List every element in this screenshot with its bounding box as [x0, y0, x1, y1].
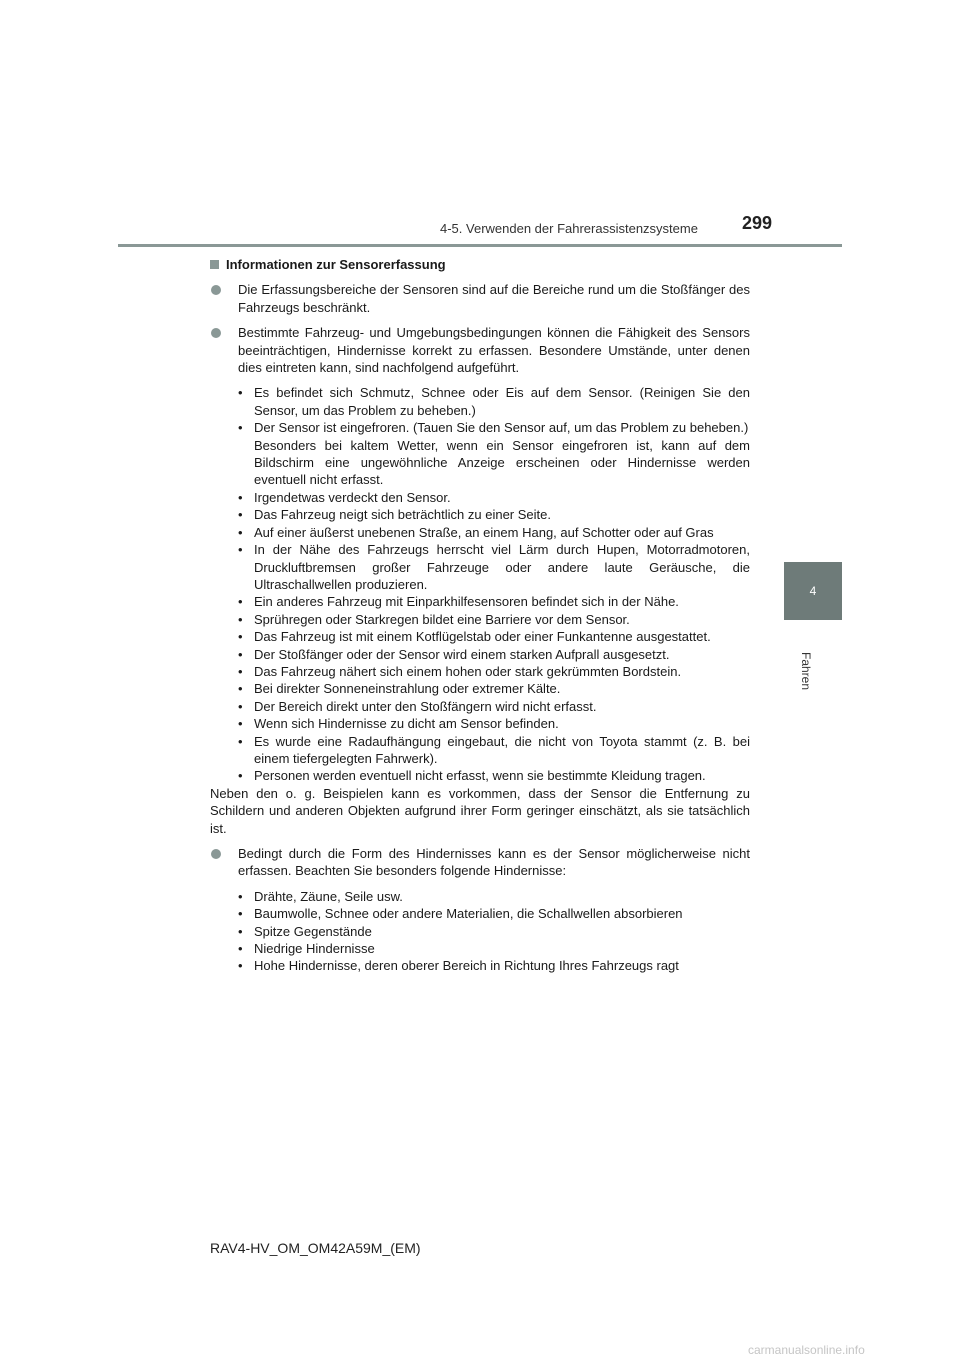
main-content: [210, 256, 750, 975]
list-item: • Das Fahrzeug neigt sich beträchtlich zu einer Seite.: [238, 507, 551, 523]
chapter-tab-number: 4: [809, 584, 817, 598]
list-item: • Hohe Hindernisse, deren oberer Bereich in Richtung Ihres Fahrzeugs ragt: [238, 958, 679, 974]
paragraph-text: Bestimmte Fahrzeug- und Umgebungsbedingungen können die Fähigkeit des Sensors beeinträchtigen, Hindernisse korrekt zu erfassen. Besondere Umstände, unter denen dies eintreten kann, sind nachfolgend aufgeführt.: [238, 325, 750, 376]
list-item: • Baumwolle, Schnee oder andere Materialien, die Schallwellen absorbieren: [238, 906, 683, 922]
section-heading-text: Informationen zur Sensorerfassung: [226, 257, 446, 272]
footer-document-id: RAV4-HV_OM_OM42A59M_(EM): [210, 1240, 421, 1256]
list-item: • Das Fahrzeug nähert sich einem hohen oder stark gekrümmten Bordstein.: [238, 663, 682, 679]
circle-bullet-icon: [211, 285, 221, 295]
list-item: • Ein anderes Fahrzeug mit Einparkhilfesensoren befindet sich in der Nähe.: [238, 594, 679, 610]
list-item: • Auf einer äußerst unebenen Straße, an einem Hang, auf Schotter oder auf Gras: [238, 524, 714, 540]
bullet-paragraph-1: [210, 281, 750, 316]
page-number: 299: [742, 213, 773, 233]
circle-bullet-icon: [211, 328, 221, 338]
bullet-paragraph-3: [210, 845, 750, 880]
chapter-tab[interactable]: [784, 562, 842, 620]
chapter-tab-label: Fahren: [799, 652, 813, 691]
list-item: • Der Bereich direkt unter den Stoßfängern wird nicht erfasst.: [238, 698, 597, 714]
header-section-title: 4-5. Verwenden der Fahrerassistenzsysteme: [440, 221, 698, 236]
list-item: • Niedrige Hindernisse: [238, 941, 375, 957]
bullet-paragraph-2: [210, 324, 750, 376]
obstacles-list: [210, 888, 750, 975]
list-item: • Das Fahrzeug ist mit einem Kotflügelstab oder einer Funkantenne ausgestattet.: [238, 629, 711, 645]
list-item: • Sprühregen oder Starkregen bildet eine Barriere vor dem Sensor.: [238, 611, 630, 627]
header-divider: [118, 244, 842, 247]
square-bullet-icon: [210, 260, 219, 269]
list-item: • Wenn sich Hindernisse zu dicht am Sensor befinden.: [238, 716, 559, 732]
list-item: • Der Sensor ist eingefroren. (Tauen Sie den Sensor auf, um das Problem zu beheben.): [238, 420, 749, 436]
circle-bullet-icon: [211, 849, 221, 859]
list-item: • Der Stoßfänger oder der Sensor wird einem starken Aufprall ausgesetzt.: [238, 646, 670, 662]
watermark[interactable]: carmanualsonline.info: [748, 1343, 865, 1357]
section-heading: [210, 256, 750, 273]
list-item: • Spitze Gegenstände: [238, 923, 372, 939]
conditions-list: [210, 384, 750, 784]
list-item: • Irgendetwas verdeckt den Sensor.: [238, 489, 451, 505]
list-item: • In der Nähe des Fahrzeugs herrscht viel Lärm durch Hupen, Motorradmotoren, Druckluftbremsen großer Fahrzeuge oder andere laute Geräusche, die Ultraschallwellen produzieren.: [238, 542, 750, 592]
chapter-tab-rail: [784, 620, 842, 770]
list-item: • Es befindet sich Schmutz, Schnee oder Eis auf dem Sensor. (Reinigen Sie den Sensor, um das Problem zu beheben.): [238, 385, 750, 418]
trailing-paragraph: Neben den o. g. Beispielen kann es vorkommen, dass der Sensor die Entfernung zu Schildern und anderen Objekten aufgrund ihrer Form geringer einschätzt, als sie tatsächlich ist.: [210, 785, 750, 836]
list-item: • Drähte, Zäune, Seile usw.: [238, 888, 403, 904]
paragraph-text: Die Erfassungsbereiche der Sensoren sind auf die Bereiche rund um die Stoßfänger des Fahrzeugs beschränkt.: [238, 282, 750, 315]
list-item: • Personen werden eventuell nicht erfasst, wenn sie bestimmte Kleidung tragen.: [238, 768, 706, 784]
list-item-continuation: Besonders bei kaltem Wetter, wenn ein Sensor eingefroren ist, kann auf dem Bildschirm eine ungewöhnliche Anzeige erscheinen oder Hindernisse werden eventuell nicht erfasst.: [254, 437, 750, 488]
paragraph-text: Bedingt durch die Form des Hindernisses kann es der Sensor möglicherweise nicht erfassen. Beachten Sie besonders folgende Hindernisse:: [238, 846, 750, 879]
list-item: • Bei direkter Sonneneinstrahlung oder extremer Kälte.: [238, 681, 561, 697]
list-item: • Es wurde eine Radaufhängung eingebaut, die nicht von Toyota stammt (z. B. bei einem tiefergelegten Fahrwerk).: [238, 733, 750, 766]
